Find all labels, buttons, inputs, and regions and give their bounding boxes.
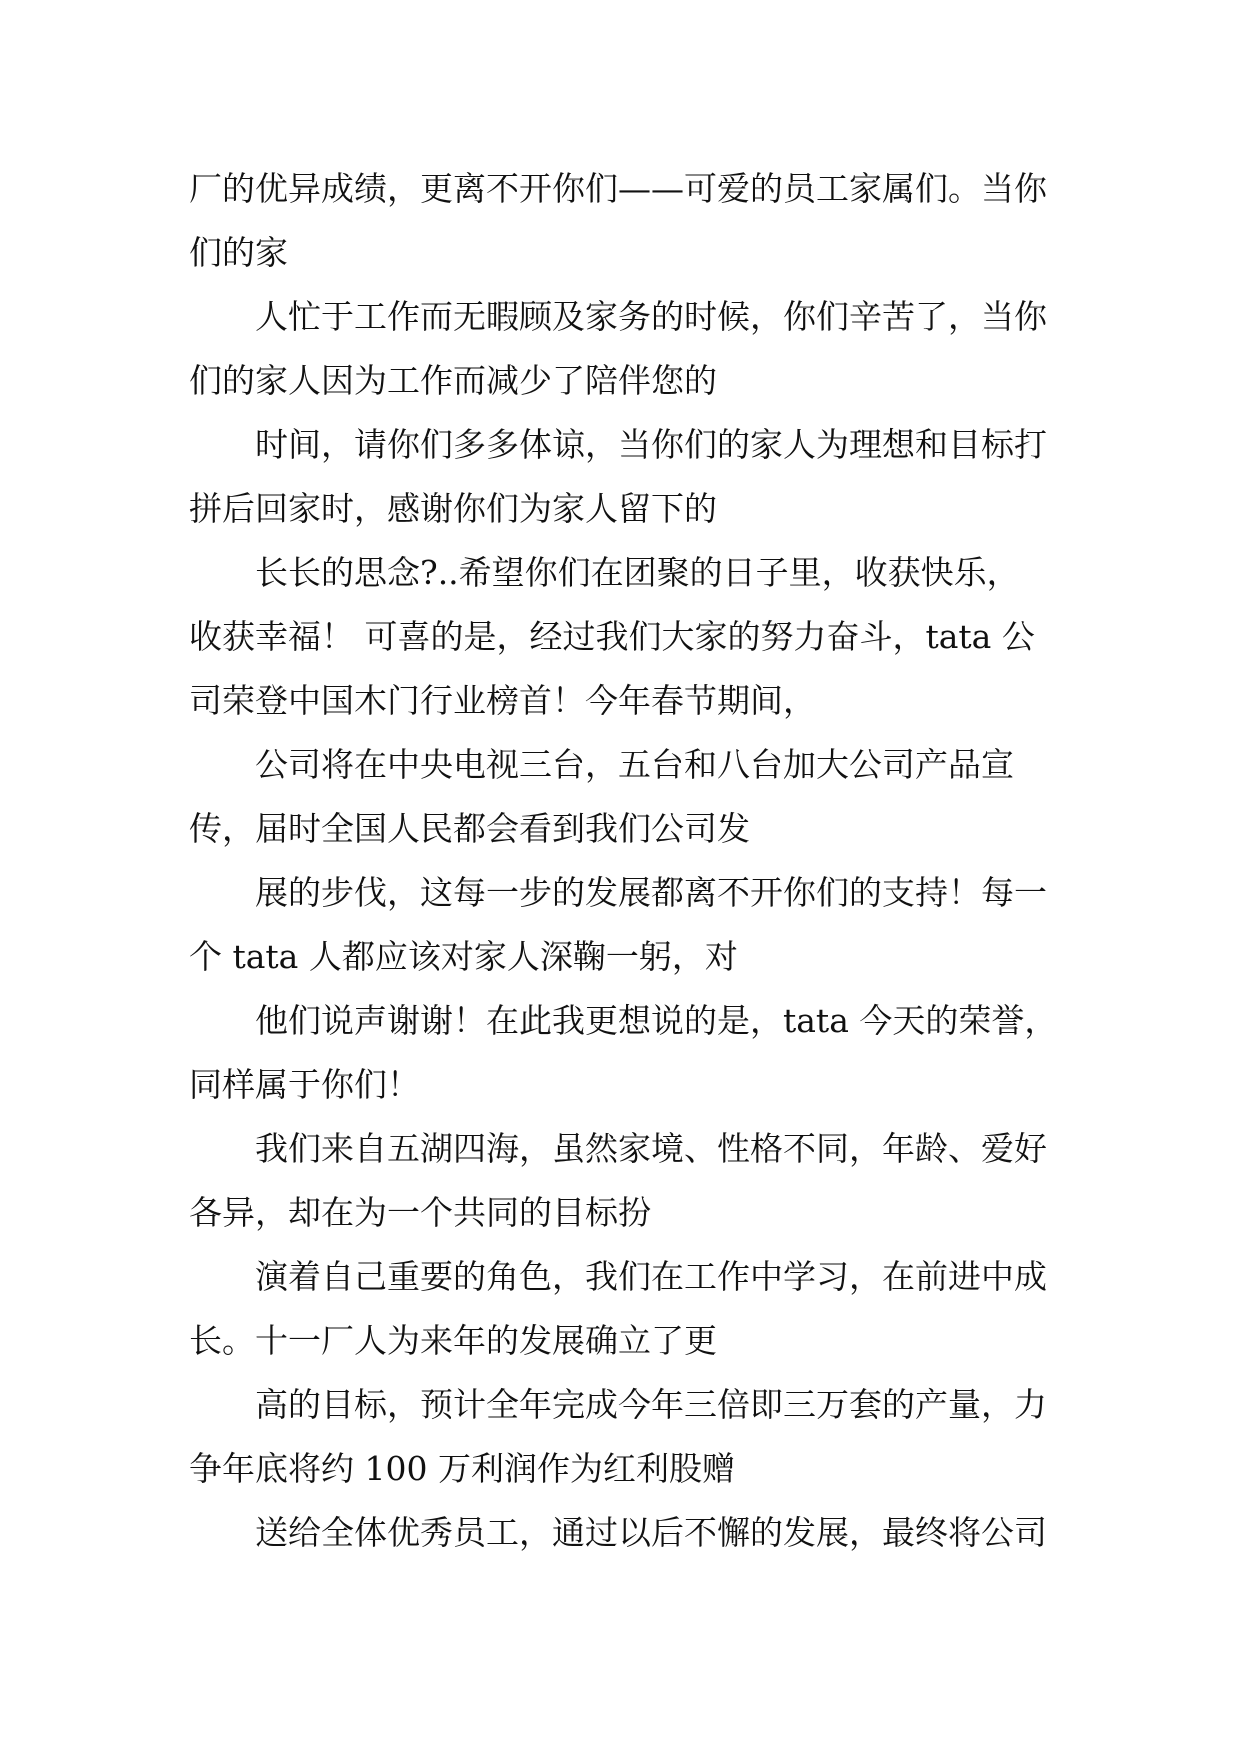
body-text [189, 157, 1059, 1565]
text-line: 收获幸福！ 可喜的是，经过我们大家的努力奋斗，tata 公 [189, 617, 1035, 656]
text-line: 个 tata 人都应该对家人深鞠一躬，对 [189, 937, 738, 976]
text-line: 争年底将约 100 万利润作为红利股赠 [189, 1449, 735, 1488]
paragraph-first-line: 演着自己重要的角色，我们在工作中学习，在前进中成 [255, 1257, 1047, 1296]
text-line: 们的家 [189, 233, 288, 272]
paragraph-first-line: 送给全体优秀员工，通过以后不懈的发展，最终将公司 [255, 1513, 1047, 1552]
paragraph-first-line: 他们说声谢谢！在此我更想说的是，tata 今天的荣誉， [255, 1001, 1058, 1040]
text-line: 厂的优异成绩，更离不开你们——可爱的员工家属们。当你 [189, 169, 1047, 208]
text-line: 各异，却在为一个共同的目标扮 [189, 1193, 651, 1232]
paragraph-first-line: 人忙于工作而无暇顾及家务的时候，你们辛苦了，当你 [255, 297, 1047, 336]
paragraph-first-line: 公司将在中央电视三台，五台和八台加大公司产品宣 [255, 745, 1014, 784]
paragraph-first-line: 我们来自五湖四海，虽然家境、性格不同，年龄、爱好 [255, 1129, 1047, 1168]
text-line: 拼后回家时，感谢你们为家人留下的 [189, 489, 717, 528]
text-line: 长。十一厂人为来年的发展确立了更 [189, 1321, 717, 1360]
paragraph-first-line: 高的目标，预计全年完成今年三倍即三万套的产量，力 [255, 1385, 1047, 1424]
text-line: 们的家人因为工作而减少了陪伴您的 [189, 361, 717, 400]
paragraph-first-line: 长长的思念?..希望你们在团聚的日子里，收获快乐， [255, 553, 1020, 592]
text-line: 司荣登中国木门行业榜首！今年春节期间， [189, 681, 816, 720]
paragraph-first-line: 时间，请你们多多体谅，当你们的家人为理想和目标打 [255, 425, 1047, 464]
text-line: 传，届时全国人民都会看到我们公司发 [189, 809, 750, 848]
paragraph-first-line: 展的步伐，这每一步的发展都离不开你们的支持！每一 [255, 873, 1047, 912]
text-line: 同样属于你们！ [189, 1065, 420, 1104]
